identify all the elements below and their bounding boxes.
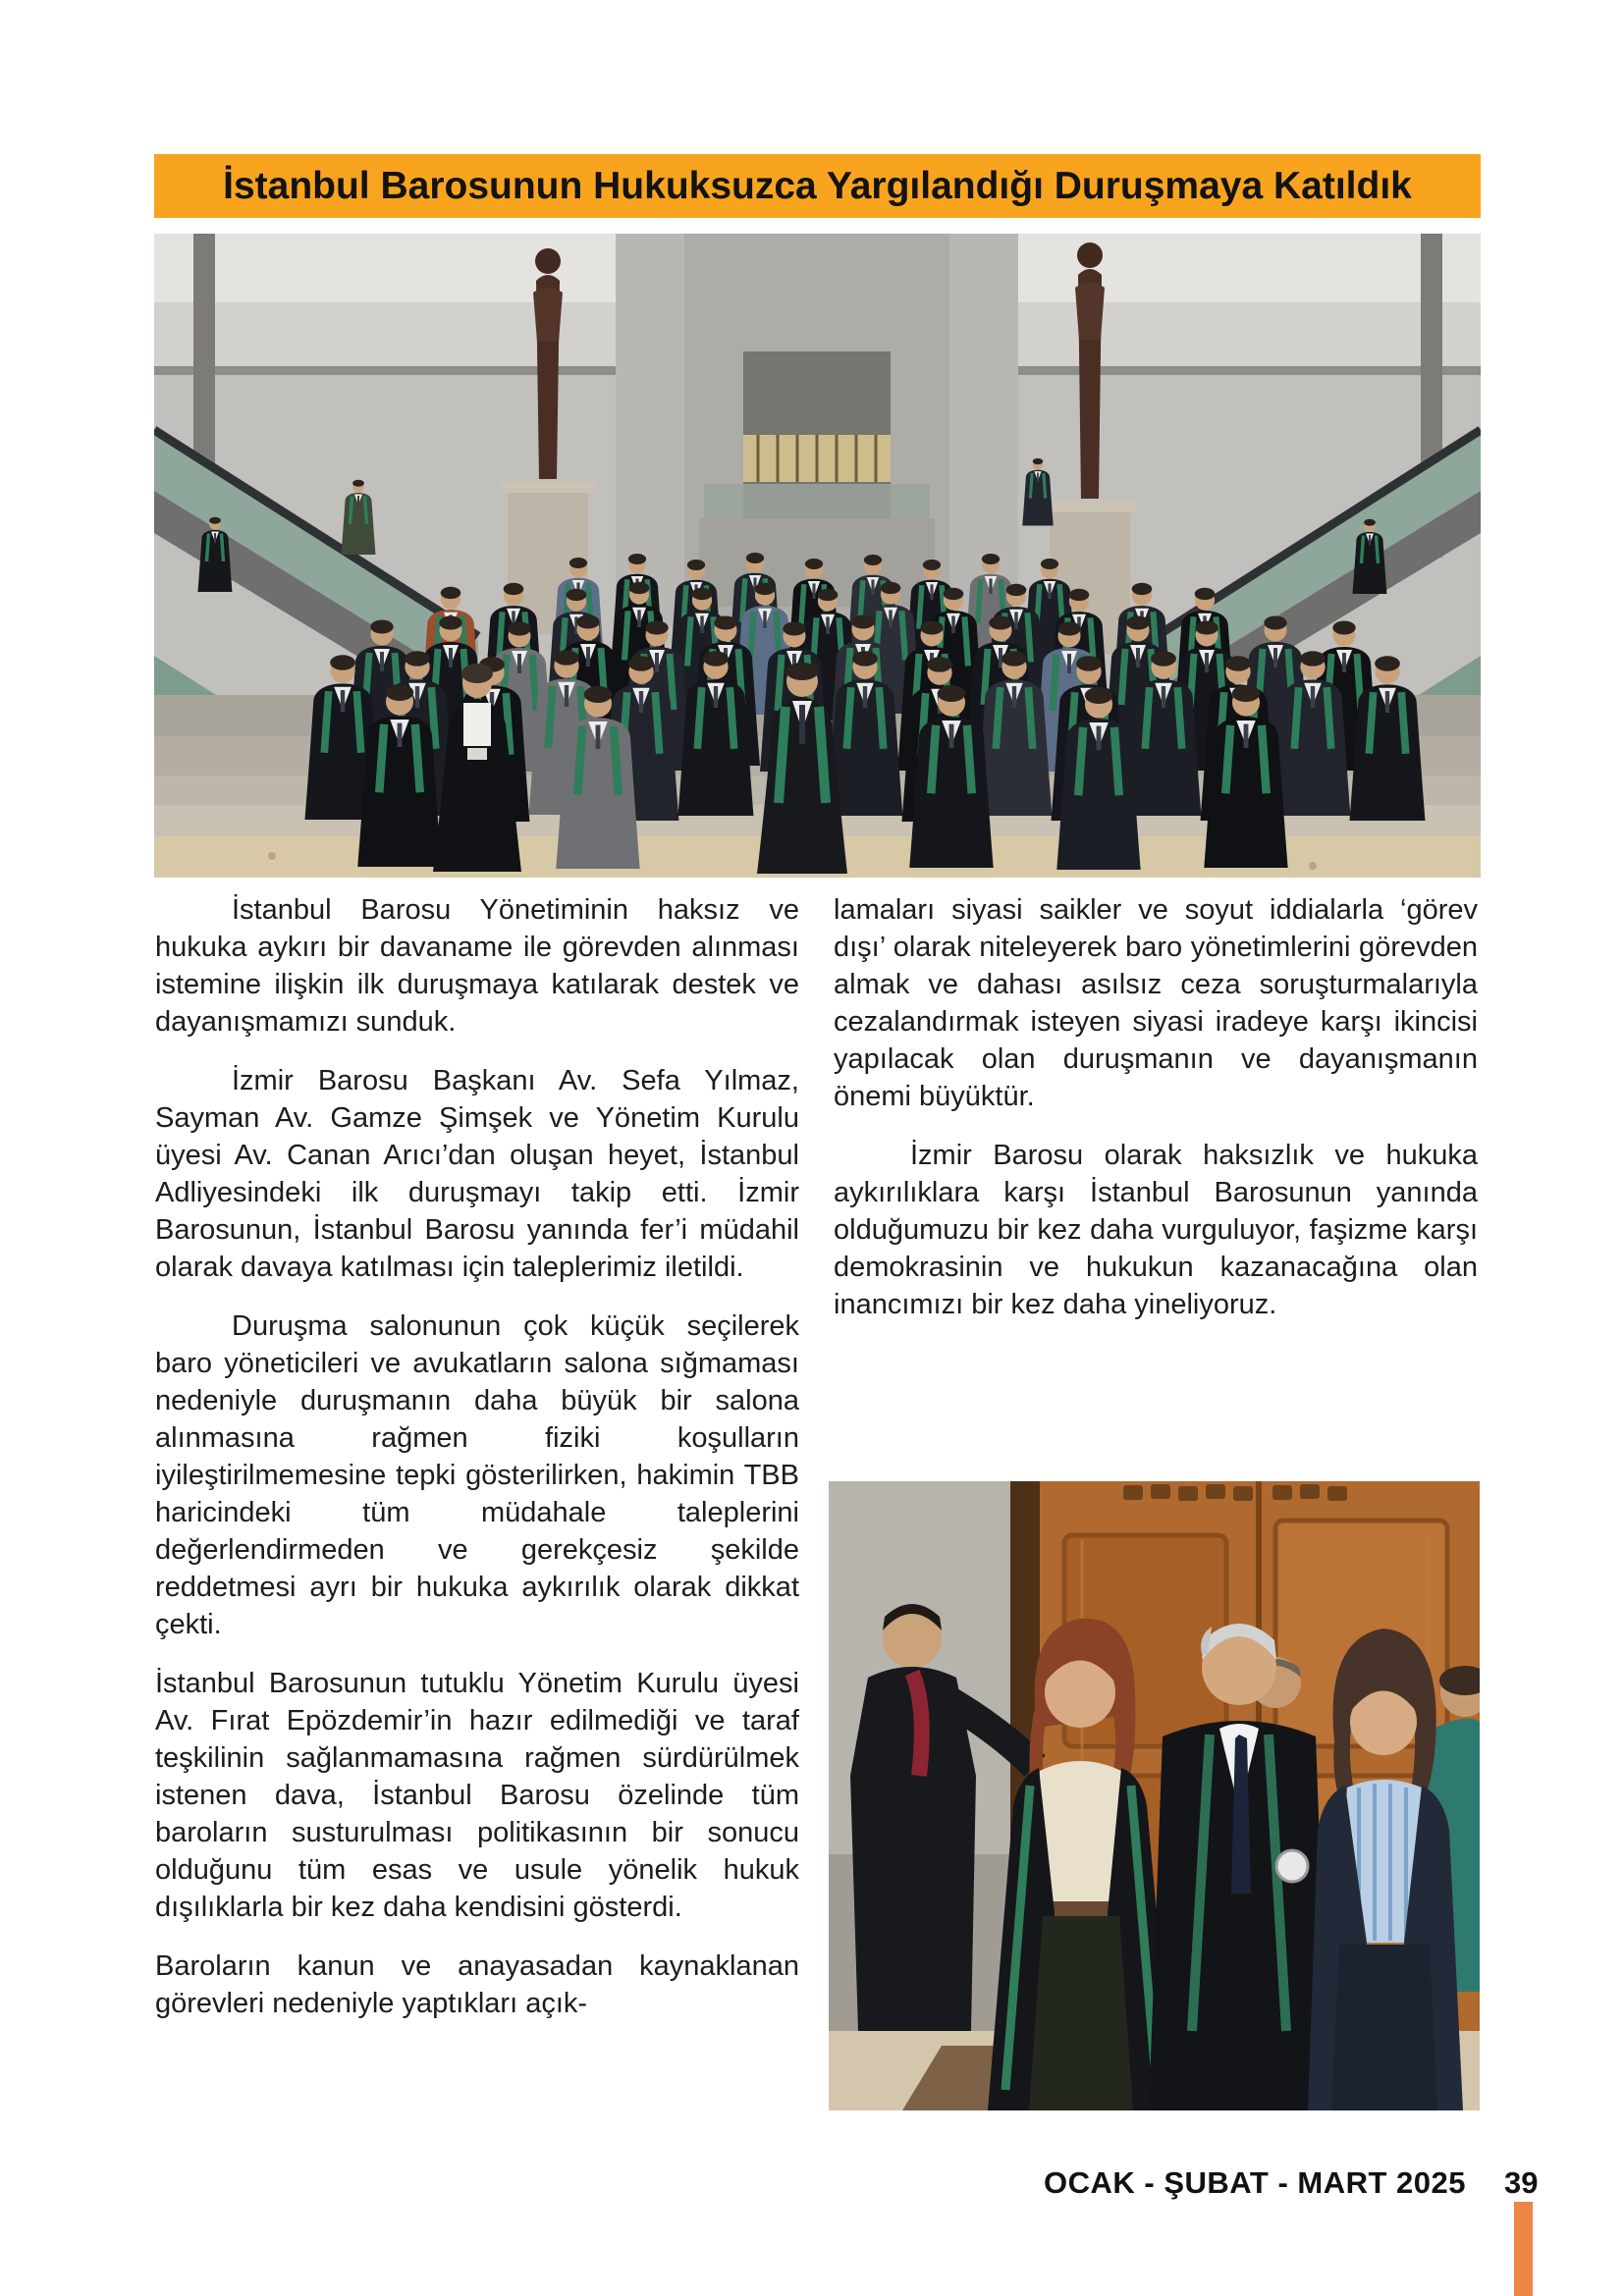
footer-accent-bar [1514,2202,1533,2296]
delegation-photo-illustration [829,1481,1480,2110]
lapel-badge [1276,1850,1308,1882]
paragraph: İstanbul Barosunun tutuklu Yönetim Kurulu üyesi Av. Fırat Epözdemir’in hazır edilmediği ve taraf teşkilinin sağlanmamasına rağmen sürdürülmek istenen dava, İstanbul Barosu özelinde tüm baroların susturulması politikasının bir sonucu olduğunu tüm esas ve usule yönelik hukuk dışılıklarla bir kez daha kendisini gösterdi. [155,1668,799,1923]
photo-courthouse-group [154,234,1481,878]
paragraph: lamaları siyasi saikler ve soyut iddialarla ‘görev dışı’ olarak niteleyerek baro yönetimlerini görevden almak ve dahası asılsız ceza soruşturmalarıyla cezalandırmak isteyen siyasi iradeye karşı ikincisi yapılacak olan duruşmanın ve dayanışmanın önemi büyüktür. [834,894,1478,1112]
paragraph: İzmir Barosu olarak haksızlık ve hukuka aykırılıklara karşı İstanbul Barosunun yanında olduğumuzu bir kez daha vurguluyor, faşizme karşı demokrasinin ve hukukun kazanacağına olan inancımızı bir kez daha yineliyoruz. [834,1140,1478,1320]
footer-issue-date: OCAK - ŞUBAT - MART 2025 [1044,2165,1466,2200]
paragraph: Baroların kanun ve anayasadan kaynaklanan görevleri nedeniyle yaptıkları açık- [155,1950,799,2019]
article-title: İstanbul Barosunun Hukuksuzca Yargılandığı Duruşmaya Katıldık [223,165,1412,207]
footer-page-number: 39 [1504,2165,1539,2200]
article-title-banner [154,154,1481,218]
article-column-2 [834,891,1478,1345]
courthouse-photo-illustration [154,234,1481,878]
photo-delegation [829,1481,1480,2110]
article-column-1 [155,891,799,2044]
paragraph: İstanbul Barosu Yönetiminin haksız ve hukuka aykırı bir davaname ile görevden alınması istemine ilişkin ilk duruşmaya katılarak destek ve dayanışmamızı sunduk. [155,894,799,1038]
door-sign [1123,1484,1347,1501]
paragraph: Duruşma salonunun çok küçük seçilerek baro yöneticileri ve avukatların salona sığmaması nedeniyle duruşmanın daha büyük bir salona alınmasına rağmen fiziki koşulların iyileştirilmemesine tepki gösterilirken, hakimin TBB haricindeki tüm müdahale taleplerini değerlendirmeden ve gerekçesiz şekilde reddetmesi ayrı bir hukuka aykırılık olarak dikkat çekti. [155,1310,799,1640]
paragraph: İzmir Barosu Başkanı Av. Sefa Yılmaz, Sayman Av. Gamze Şimşek ve Yönetim Kurulu üyesi Av. Canan Arıcı’dan oluşan heyet, İstanbul Adliyesindeki ilk duruşmayı takip etti. İzmir Barosunun, İstanbul Barosu yanında fer’i müdahil olarak davaya katılması için taleplerimiz iletildi. [155,1065,799,1283]
